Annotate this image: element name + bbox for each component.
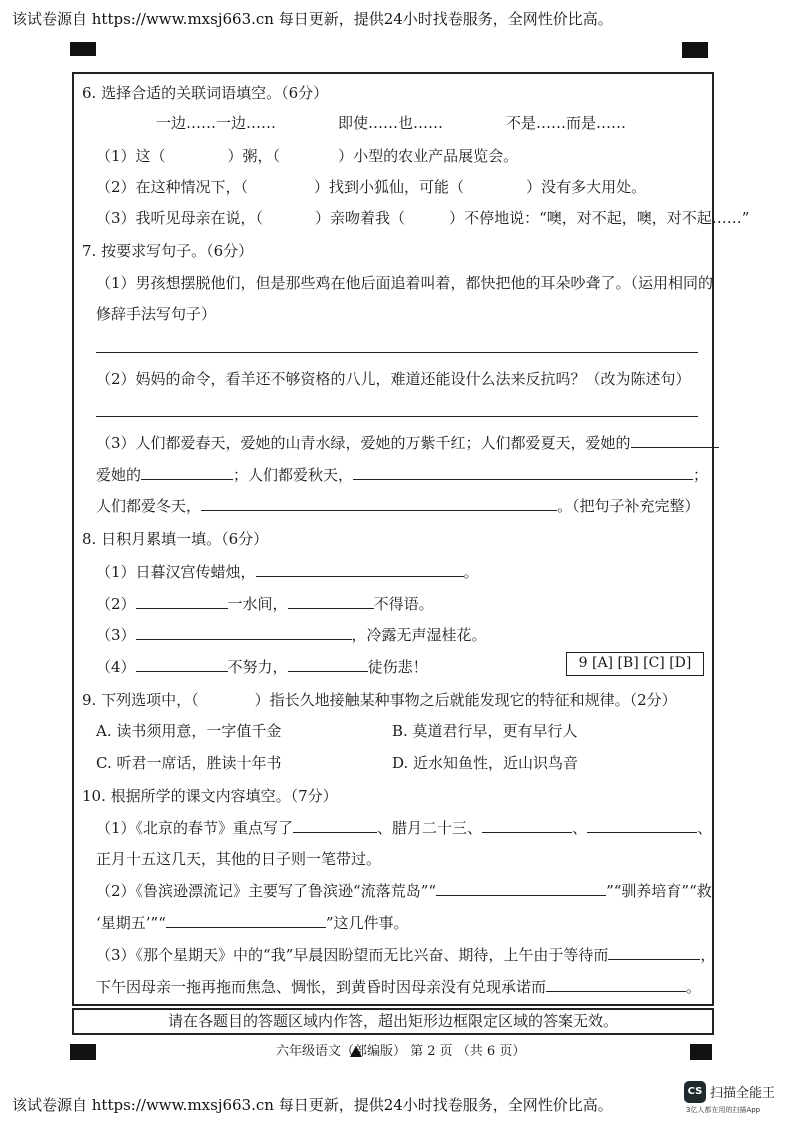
q6-title: 6. 选择合适的关联词语填空。（6分） (82, 84, 329, 102)
q10-item-1-part-a: （1）《北京的春节》重点写了 (96, 819, 294, 837)
q7-item-3-part-c: ；人们都爱秋天， (233, 466, 354, 484)
q6-option-2: 即使……也…… (338, 114, 444, 132)
q6-option-1: 一边……一边…… (156, 114, 277, 132)
registration-mark-bottom-right (690, 1044, 712, 1060)
q8-item-4-blank-2[interactable] (288, 657, 368, 672)
q9-title-part-a: 9. 下列选项中，（ (82, 691, 199, 709)
q6-item-1 (96, 145, 518, 166)
q9-title (82, 689, 677, 710)
q10-item-2-blank-1[interactable] (436, 881, 606, 896)
q7-item-3-part-e: 人们都爱冬天， (96, 497, 202, 515)
footer-source-line: 该试卷源自 https://www.mxsj663.cn 每日更新，提供24小时找卷服务，全网性价比高。 (12, 1096, 613, 1114)
q10-item-1-line-1 (96, 817, 712, 838)
q6-item-3-part-b: ）亲吻着我（ (315, 209, 406, 227)
q8-item-2-blank-2[interactable] (288, 594, 374, 609)
q6-item-2-part-b: ）找到小狐仙，可能（ (314, 178, 465, 196)
q6-item-2 (96, 176, 646, 197)
q10-item-3-line-2 (96, 976, 701, 997)
q8-item-4 (96, 656, 428, 677)
q10-item-2-part-c: ‘星期五’”“ (96, 914, 166, 932)
q7-item-1-answer-line[interactable] (96, 352, 698, 353)
q7-item-2: （2）妈妈的命令，看羊还不够资格的八儿，难道还能设什么法来反抗吗？（改为陈述句） (96, 370, 691, 388)
q9-option-d: D. 近水知鱼性，近山识鸟音 (392, 754, 579, 772)
q8-item-2 (96, 593, 434, 614)
q7-item-3-blank-2[interactable] (141, 465, 233, 480)
q9-answer-bubble-box[interactable]: 9 [A] [B] [C] [D] (566, 652, 704, 676)
q7-item-1-line-2: 修辞手法写句子） (96, 305, 217, 323)
q6-item-2-part-a: （2）在这种情况下，（ (96, 178, 249, 196)
q8-item-1-blank[interactable] (256, 562, 464, 577)
q6-item-3-part-c: ）不停地说：“噢，对不起，噢，对不起……” (449, 209, 750, 227)
q10-item-1-part-d: 、 (697, 819, 713, 837)
q7-item-2-answer-line[interactable] (96, 416, 698, 417)
q10-item-1-blank-3[interactable] (587, 818, 697, 833)
q8-item-1 (96, 561, 479, 582)
q6-item-3 (96, 207, 749, 228)
q7-item-3-line-1 (96, 432, 719, 453)
q9-option-a: A. 读书须用意，一字值千金 (96, 722, 282, 740)
q10-item-3-blank-1[interactable] (608, 945, 700, 960)
q9-title-part-b: ）指长久地接触某种事物之后就能发现它的特征和规律。（2分） (254, 691, 677, 709)
q8-item-3-part-a: （3） (96, 626, 136, 644)
q8-item-3 (96, 624, 487, 645)
q8-item-3-blank[interactable] (136, 625, 352, 640)
q10-item-2-part-d: ”这几件事。 (325, 914, 409, 932)
q9-option-c: C. 听君一席话，胜读十年书 (96, 754, 282, 772)
logo-tagline: 3亿人都在用的扫描App (686, 1106, 761, 1114)
header-source-line: 该试卷源自 https://www.mxsj663.cn 每日更新，提供24小时找卷服务，全网性价比高。 (12, 10, 613, 28)
q10-item-2-part-b: ”“驯养培育”“救 (606, 882, 712, 900)
q10-item-1-line-2: 正月十五这几天，其他的日子则一笔带过。 (96, 850, 382, 868)
q7-item-3-blank-3[interactable] (353, 465, 693, 480)
q10-item-3-part-c: 下午因母亲一拖再拖而焦急、惆怅，到黄昏时因母亲没有兑现承诺而 (96, 978, 547, 996)
q6-item-3-part-a: （3）我听见母亲在说，（ (96, 209, 264, 227)
q10-item-1-part-c: 、 (572, 819, 588, 837)
q6-item-2-part-c: ）没有多大用处。 (526, 178, 647, 196)
q9-option-b: B. 莫道君行早，更有早行人 (392, 722, 578, 740)
q7-item-3-part-f: 。（把句子补充完整） (557, 497, 700, 515)
q7-title: 7. 按要求写句子。（6分） (82, 242, 254, 260)
cs-logo-icon: CS (684, 1081, 706, 1103)
q10-item-3-part-a: （3）《那个星期天》中的“我”早晨因盼望而无比兴奋、期待，上午由于等待而 (96, 946, 609, 964)
q8-item-2-part-a: （2） (96, 595, 136, 613)
q8-item-4-part-a: （4） (96, 658, 136, 676)
q10-item-3-part-d: 。 (686, 978, 702, 996)
q8-title: 8. 日积月累填一填。（6分） (82, 530, 269, 548)
q10-item-2-blank-2[interactable] (166, 913, 326, 928)
q10-item-1-blank-1[interactable] (293, 818, 377, 833)
q7-item-3-blank-1[interactable] (631, 433, 719, 448)
q8-item-4-part-b: 不努力， (227, 658, 288, 676)
q7-item-3-blank-4[interactable] (201, 496, 557, 511)
q7-item-1-line-1: （1）男孩想摆脱他们，但是那些鸡在他后面追着叫着，都快把他的耳朵吵聋了。（运用相同的 (96, 274, 714, 292)
triangle-marker-icon (350, 1046, 362, 1057)
logo-app-name: 扫描全能王 (710, 1086, 776, 1101)
q7-item-3-line-2 (96, 464, 708, 485)
q6-item-1-part-a: （1）这（ (96, 147, 166, 165)
q10-item-2-part-a: （2）《鲁滨逊漂流记》主要写了鲁滨逊“流落荒岛”“ (96, 882, 437, 900)
q8-item-2-blank-1[interactable] (136, 594, 228, 609)
q10-item-2-line-2 (96, 912, 409, 933)
q6-item-1-part-b: ）粥，（ (227, 147, 281, 165)
q10-item-3-line-1 (96, 944, 715, 965)
q10-item-3-part-b: ， (700, 946, 716, 964)
q8-item-2-part-b: 一水间， (227, 595, 288, 613)
scanner-app-logo (684, 1077, 784, 1117)
q10-item-1-blank-2[interactable] (482, 818, 572, 833)
q7-item-3-line-3 (96, 495, 700, 516)
registration-mark-bottom-left (70, 1044, 96, 1060)
answer-area-notice: 请在各题目的答题区域内作答，超出矩形边框限定区域的答案无效。 (72, 1008, 714, 1035)
q8-item-3-part-b: ，冷露无声湿桂花。 (351, 626, 487, 644)
q8-item-4-part-c: 徒伤悲！ (367, 658, 428, 676)
q8-item-2-part-c: 不得语。 (373, 595, 434, 613)
q10-item-2-line-1 (96, 880, 712, 901)
q8-item-1-part-a: （1）日暮汉宫传蜡烛， (96, 563, 256, 581)
q7-item-3-part-a: （3）人们都爱春天，爱她的山青水绿，爱她的万紫千红；人们都爱夏天，爱她的 (96, 434, 631, 452)
q8-item-1-part-b: 。 (463, 563, 479, 581)
q10-item-3-blank-2[interactable] (546, 977, 686, 992)
q6-item-1-part-c: ）小型的农业产品展览会。 (338, 147, 519, 165)
q6-option-3: 不是……而是…… (506, 114, 627, 132)
registration-mark-top-right (682, 42, 708, 58)
q8-item-4-blank-1[interactable] (136, 657, 228, 672)
q7-item-3-part-b: 爱她的 (96, 466, 142, 484)
q10-item-1-part-b: 、腊月二十三、 (377, 819, 483, 837)
page-number: 六年级语文（部编版） 第 2 页 （共 6 页） (276, 1044, 526, 1059)
q7-item-3-part-d: ； (693, 466, 709, 484)
q10-title: 10. 根据所学的课文内容填空。（7分） (82, 787, 338, 805)
registration-mark-top-left (70, 42, 96, 56)
